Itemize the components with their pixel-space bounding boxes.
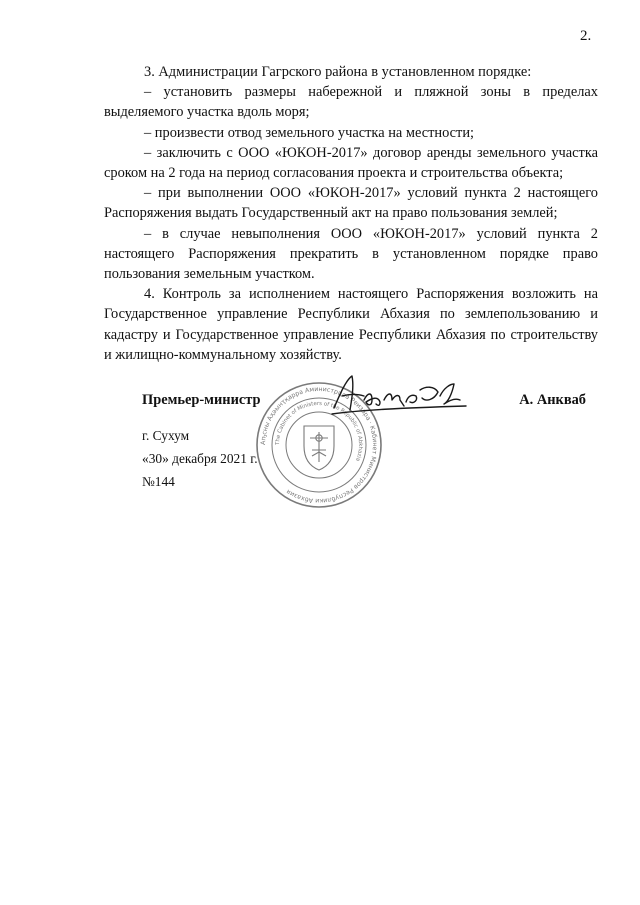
paragraph-3-item-1: – установить размеры набережной и пляжной зоны в пределах выделяемого участка вдоль моря; <box>104 84 598 121</box>
paragraph-3-heading: 3. Администрации Гагрского района в установленном порядке: <box>144 64 532 80</box>
paragraph-3-item-4: – при выполнении ООО «ЮКОН-2017» условий пункта 2 настоящего Распоряжения выдать Государственный акт на право пользования землей; <box>104 185 598 222</box>
paragraph-3-item-2: – произвести отвод земельного участка на местности; <box>144 124 475 141</box>
seal-outer-text: Аҧсны Аҳәынҭқарра Аминистрцәа Реизара · Кабинет Министров Республики Абхазия <box>259 385 379 505</box>
signatory-name: А. Анкваб <box>519 392 586 408</box>
body-text <box>104 62 598 365</box>
issue-date: «30» декабря 2021 г. <box>142 451 258 466</box>
paragraph-3-item-5: – в случае невыполнения ООО «ЮКОН-2017» условий пункта 2 настоящего Распоряжения прекратить в установленном порядке право пользования земельным участком. <box>104 225 598 283</box>
document-number: №144 <box>142 474 175 489</box>
paragraph-3-item-3: – заключить с ООО «ЮКОН-2017» договор аренды земельного участка сроком на 2 года на период согласования проекта и строительства объекта; <box>104 144 598 182</box>
coat-of-arms-icon <box>304 426 334 470</box>
issue-place: г. Сухум <box>142 428 190 443</box>
paragraph-4: 4. Контроль за исполнением настоящего Распоряжения возложить на Государственное управление Республики Абхазия по землепользованию и кадастру и Государственное управление Республики Абхазия по строительству и жилищно-коммунальному хозяйству. <box>104 286 598 363</box>
seal-inner-text: The Cabinet of Ministers of the Republic of Abkhazia <box>274 400 364 462</box>
page-number: 2. <box>580 28 592 44</box>
signature-row <box>142 392 598 414</box>
signatory-title: Премьер-министр <box>142 392 261 408</box>
